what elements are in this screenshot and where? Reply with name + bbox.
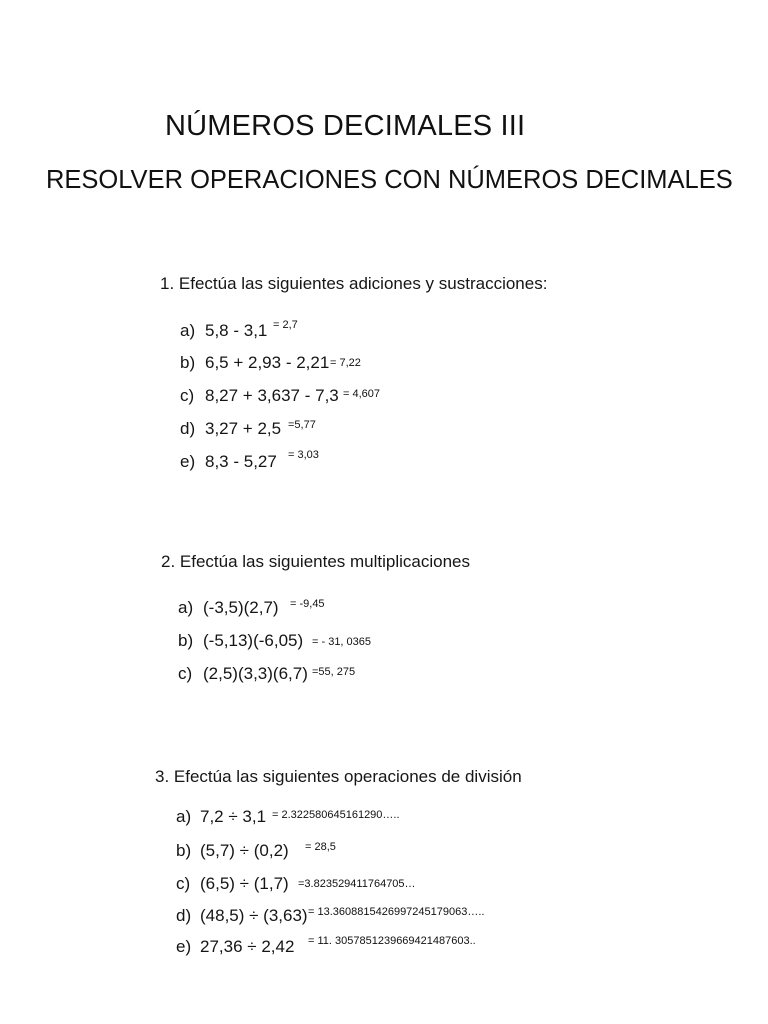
item-answer: = 2.322580645161290….. xyxy=(272,809,400,821)
item-expression: (-3,5)(2,7) xyxy=(203,598,279,617)
item-label: b) xyxy=(178,631,194,650)
item-label: d) xyxy=(176,906,192,925)
item-label: c) xyxy=(176,874,191,893)
item-expression: 5,8 - 3,1 xyxy=(205,321,268,340)
item-answer: = -9,45 xyxy=(290,598,325,610)
section-heading: 1. Efectúa las siguientes adiciones y sustracciones: xyxy=(160,274,548,293)
item-answer: =3.823529411764705… xyxy=(298,878,416,890)
item-expression: 7,2 ÷ 3,1 xyxy=(200,807,267,826)
section-heading: 3. Efectúa las siguientes operaciones de división xyxy=(155,767,522,786)
item-answer: =5,77 xyxy=(288,419,316,431)
item-label: a) xyxy=(180,321,196,340)
item-label: a) xyxy=(178,598,194,617)
item-label: b) xyxy=(176,841,192,860)
item-expression: (48,5) ÷ (3,63) xyxy=(200,906,308,925)
item-expression: 27,36 ÷ 2,42 xyxy=(200,937,295,956)
document-title: NÚMEROS DECIMALES III xyxy=(165,110,526,142)
item-expression: (2,5)(3,3)(6,7) xyxy=(203,664,308,683)
item-label: e) xyxy=(176,937,192,956)
item-expression: (-5,13)(-6,05) xyxy=(203,631,304,650)
item-answer: =55, 275 xyxy=(312,666,356,678)
item-answer: = 7,22 xyxy=(330,357,361,369)
item-answer: = 13.3608815426997245179063….. xyxy=(308,906,485,918)
document-subtitle: RESOLVER OPERACIONES CON NÚMEROS DECIMALES xyxy=(46,166,733,194)
item-label: a) xyxy=(176,807,192,826)
item-expression: 6,5 + 2,93 - 2,21 xyxy=(205,353,330,372)
item-label: d) xyxy=(180,419,196,438)
item-answer: = 4,607 xyxy=(343,388,381,400)
item-expression: 8,27 + 3,637 - 7,3 xyxy=(205,386,339,405)
item-expression: 3,27 + 2,5 xyxy=(205,419,282,438)
item-answer: = 11. 3057851239669421487603.. xyxy=(308,935,476,947)
item-label: c) xyxy=(178,664,193,683)
item-answer: = 28,5 xyxy=(305,841,336,853)
item-expression: 8,3 - 5,27 xyxy=(205,452,277,471)
item-answer: = 2,7 xyxy=(273,319,298,331)
item-label: b) xyxy=(180,353,196,372)
item-expression: (6,5) ÷ (1,7) xyxy=(200,874,289,893)
item-expression: (5,7) ÷ (0,2) xyxy=(200,841,289,860)
item-answer: = - 31, 0365 xyxy=(312,636,372,648)
item-answer: = 3,03 xyxy=(288,449,319,461)
item-label: c) xyxy=(180,386,195,405)
item-label: e) xyxy=(180,452,196,471)
section-heading: 2. Efectúa las siguientes multiplicaciones xyxy=(161,552,470,571)
